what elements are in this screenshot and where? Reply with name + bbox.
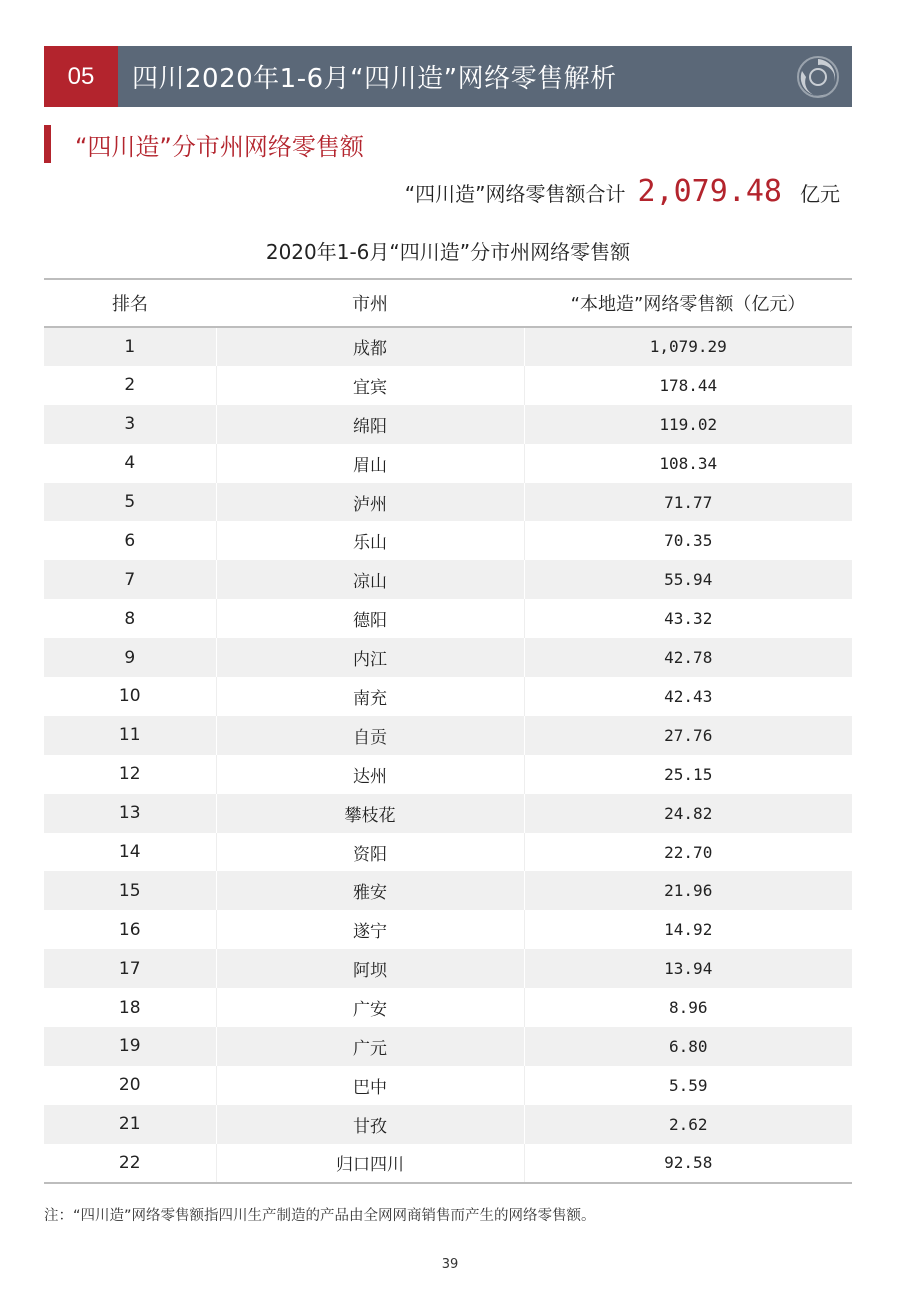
value-cell: 14.92 bbox=[524, 910, 852, 949]
rank-cell: 1 bbox=[124, 336, 136, 357]
table-row bbox=[44, 560, 852, 599]
city-cell: 甘孜 bbox=[216, 1105, 524, 1144]
city-cell: 成都 bbox=[216, 327, 524, 366]
value-cell: 25.15 bbox=[524, 755, 852, 794]
rank-cell: 5 bbox=[124, 492, 136, 512]
table-row bbox=[44, 1144, 852, 1183]
section-number: 05 bbox=[44, 46, 118, 107]
table-row bbox=[44, 716, 852, 755]
city-cell: 攀枝花 bbox=[216, 794, 524, 833]
city-cell: 自贡 bbox=[216, 716, 524, 755]
column-header-value: “本地造”网络零售额（亿元） bbox=[524, 279, 852, 327]
column-header-rank: 排名 bbox=[44, 279, 216, 327]
rank-cell: 19 bbox=[118, 1036, 141, 1057]
city-cell: 阿坝 bbox=[216, 949, 524, 988]
rank-cell: 22 bbox=[118, 1152, 141, 1173]
value-cell: 71.77 bbox=[524, 483, 852, 522]
table-row bbox=[44, 1027, 852, 1066]
city-cell: 泸州 bbox=[216, 483, 524, 522]
rank-cell: 9 bbox=[124, 647, 136, 668]
rank-cell: 16 bbox=[118, 919, 141, 940]
city-cell: 广元 bbox=[216, 1027, 524, 1066]
value-cell: 24.82 bbox=[524, 794, 852, 833]
value-cell: 1,079.29 bbox=[524, 327, 852, 366]
value-cell: 27.76 bbox=[524, 716, 852, 755]
value-cell: 178.44 bbox=[524, 366, 852, 405]
column-header-city: 市州 bbox=[216, 279, 524, 327]
table-row bbox=[44, 755, 852, 794]
table-row bbox=[44, 405, 852, 444]
table-row bbox=[44, 327, 852, 366]
table-row bbox=[44, 833, 852, 872]
city-cell: 乐山 bbox=[216, 521, 524, 560]
retail-table bbox=[44, 278, 852, 1184]
city-cell: 资阳 bbox=[216, 833, 524, 872]
rank-cell: 6 bbox=[124, 530, 136, 551]
city-cell: 德阳 bbox=[216, 599, 524, 638]
table-row bbox=[44, 1105, 852, 1144]
table-row bbox=[44, 1066, 852, 1105]
rank-cell: 11 bbox=[118, 725, 141, 746]
value-cell: 2.62 bbox=[524, 1105, 852, 1144]
table-title: 2020年1-6月“四川造”分市州网络零售额 bbox=[265, 240, 631, 264]
value-cell: 70.35 bbox=[524, 521, 852, 560]
total-summary bbox=[405, 174, 840, 214]
rank-cell: 21 bbox=[118, 1114, 141, 1135]
header-bar bbox=[44, 46, 852, 107]
city-cell: 内江 bbox=[216, 638, 524, 677]
city-cell: 广安 bbox=[216, 988, 524, 1027]
city-cell: 归口四川 bbox=[216, 1144, 524, 1183]
rank-cell: 10 bbox=[118, 686, 141, 707]
rank-cell: 15 bbox=[118, 880, 141, 901]
value-cell: 108.34 bbox=[524, 444, 852, 483]
table-row bbox=[44, 521, 852, 560]
city-cell: 南充 bbox=[216, 677, 524, 716]
value-cell: 92.58 bbox=[524, 1144, 852, 1183]
city-cell: 凉山 bbox=[216, 560, 524, 599]
total-value: 2,079.48 bbox=[637, 174, 782, 209]
rank-cell: 18 bbox=[118, 997, 141, 1018]
swirl-logo-icon bbox=[796, 55, 840, 99]
table-row bbox=[44, 794, 852, 833]
value-cell: 22.70 bbox=[524, 833, 852, 872]
city-cell: 达州 bbox=[216, 755, 524, 794]
rank-cell: 2 bbox=[124, 375, 136, 396]
city-cell: 绵阳 bbox=[216, 405, 524, 444]
table-row bbox=[44, 988, 852, 1027]
table-row bbox=[44, 949, 852, 988]
value-cell: 42.78 bbox=[524, 638, 852, 677]
table-row bbox=[44, 910, 852, 949]
rank-cell: 17 bbox=[118, 958, 141, 979]
value-cell: 55.94 bbox=[524, 560, 852, 599]
table-row bbox=[44, 366, 852, 405]
table-row bbox=[44, 483, 852, 522]
value-cell: 42.43 bbox=[524, 677, 852, 716]
footnote: 注：“四川造”网络零售额指四川生产制造的产品由全网网商销售而产生的网络零售额。 bbox=[44, 1208, 596, 1224]
value-cell: 43.32 bbox=[524, 599, 852, 638]
value-cell: 21.96 bbox=[524, 871, 852, 910]
value-cell: 119.02 bbox=[524, 405, 852, 444]
table-row bbox=[44, 871, 852, 910]
table-body bbox=[44, 327, 852, 1183]
rank-cell: 13 bbox=[118, 803, 141, 824]
page-number: 39 bbox=[441, 1257, 459, 1272]
rank-cell: 8 bbox=[124, 608, 136, 629]
rank-cell: 20 bbox=[118, 1075, 141, 1096]
value-cell: 6.80 bbox=[524, 1027, 852, 1066]
city-cell: 眉山 bbox=[216, 444, 524, 483]
rank-cell: 3 bbox=[124, 414, 136, 435]
table-row bbox=[44, 599, 852, 638]
value-cell: 8.96 bbox=[524, 988, 852, 1027]
rank-cell: 4 bbox=[124, 453, 136, 474]
table-row bbox=[44, 444, 852, 483]
city-cell: 宜宾 bbox=[216, 366, 524, 405]
total-unit: 亿元 bbox=[800, 182, 840, 206]
rank-cell: 14 bbox=[118, 842, 141, 863]
total-label: “四川造”网络零售额合计 bbox=[404, 182, 626, 206]
table-row bbox=[44, 677, 852, 716]
section-title: “四川造”分市州网络零售额 bbox=[44, 125, 364, 163]
page-title: 四川2020年1-6月“四川造”网络零售解析 bbox=[132, 64, 617, 94]
city-cell: 雅安 bbox=[216, 871, 524, 910]
value-cell: 5.59 bbox=[524, 1066, 852, 1105]
table-row bbox=[44, 638, 852, 677]
city-cell: 巴中 bbox=[216, 1066, 524, 1105]
rank-cell: 12 bbox=[118, 764, 141, 785]
city-cell: 遂宁 bbox=[216, 910, 524, 949]
value-cell: 13.94 bbox=[524, 949, 852, 988]
table-header-row bbox=[44, 279, 852, 327]
rank-cell: 7 bbox=[124, 569, 136, 590]
